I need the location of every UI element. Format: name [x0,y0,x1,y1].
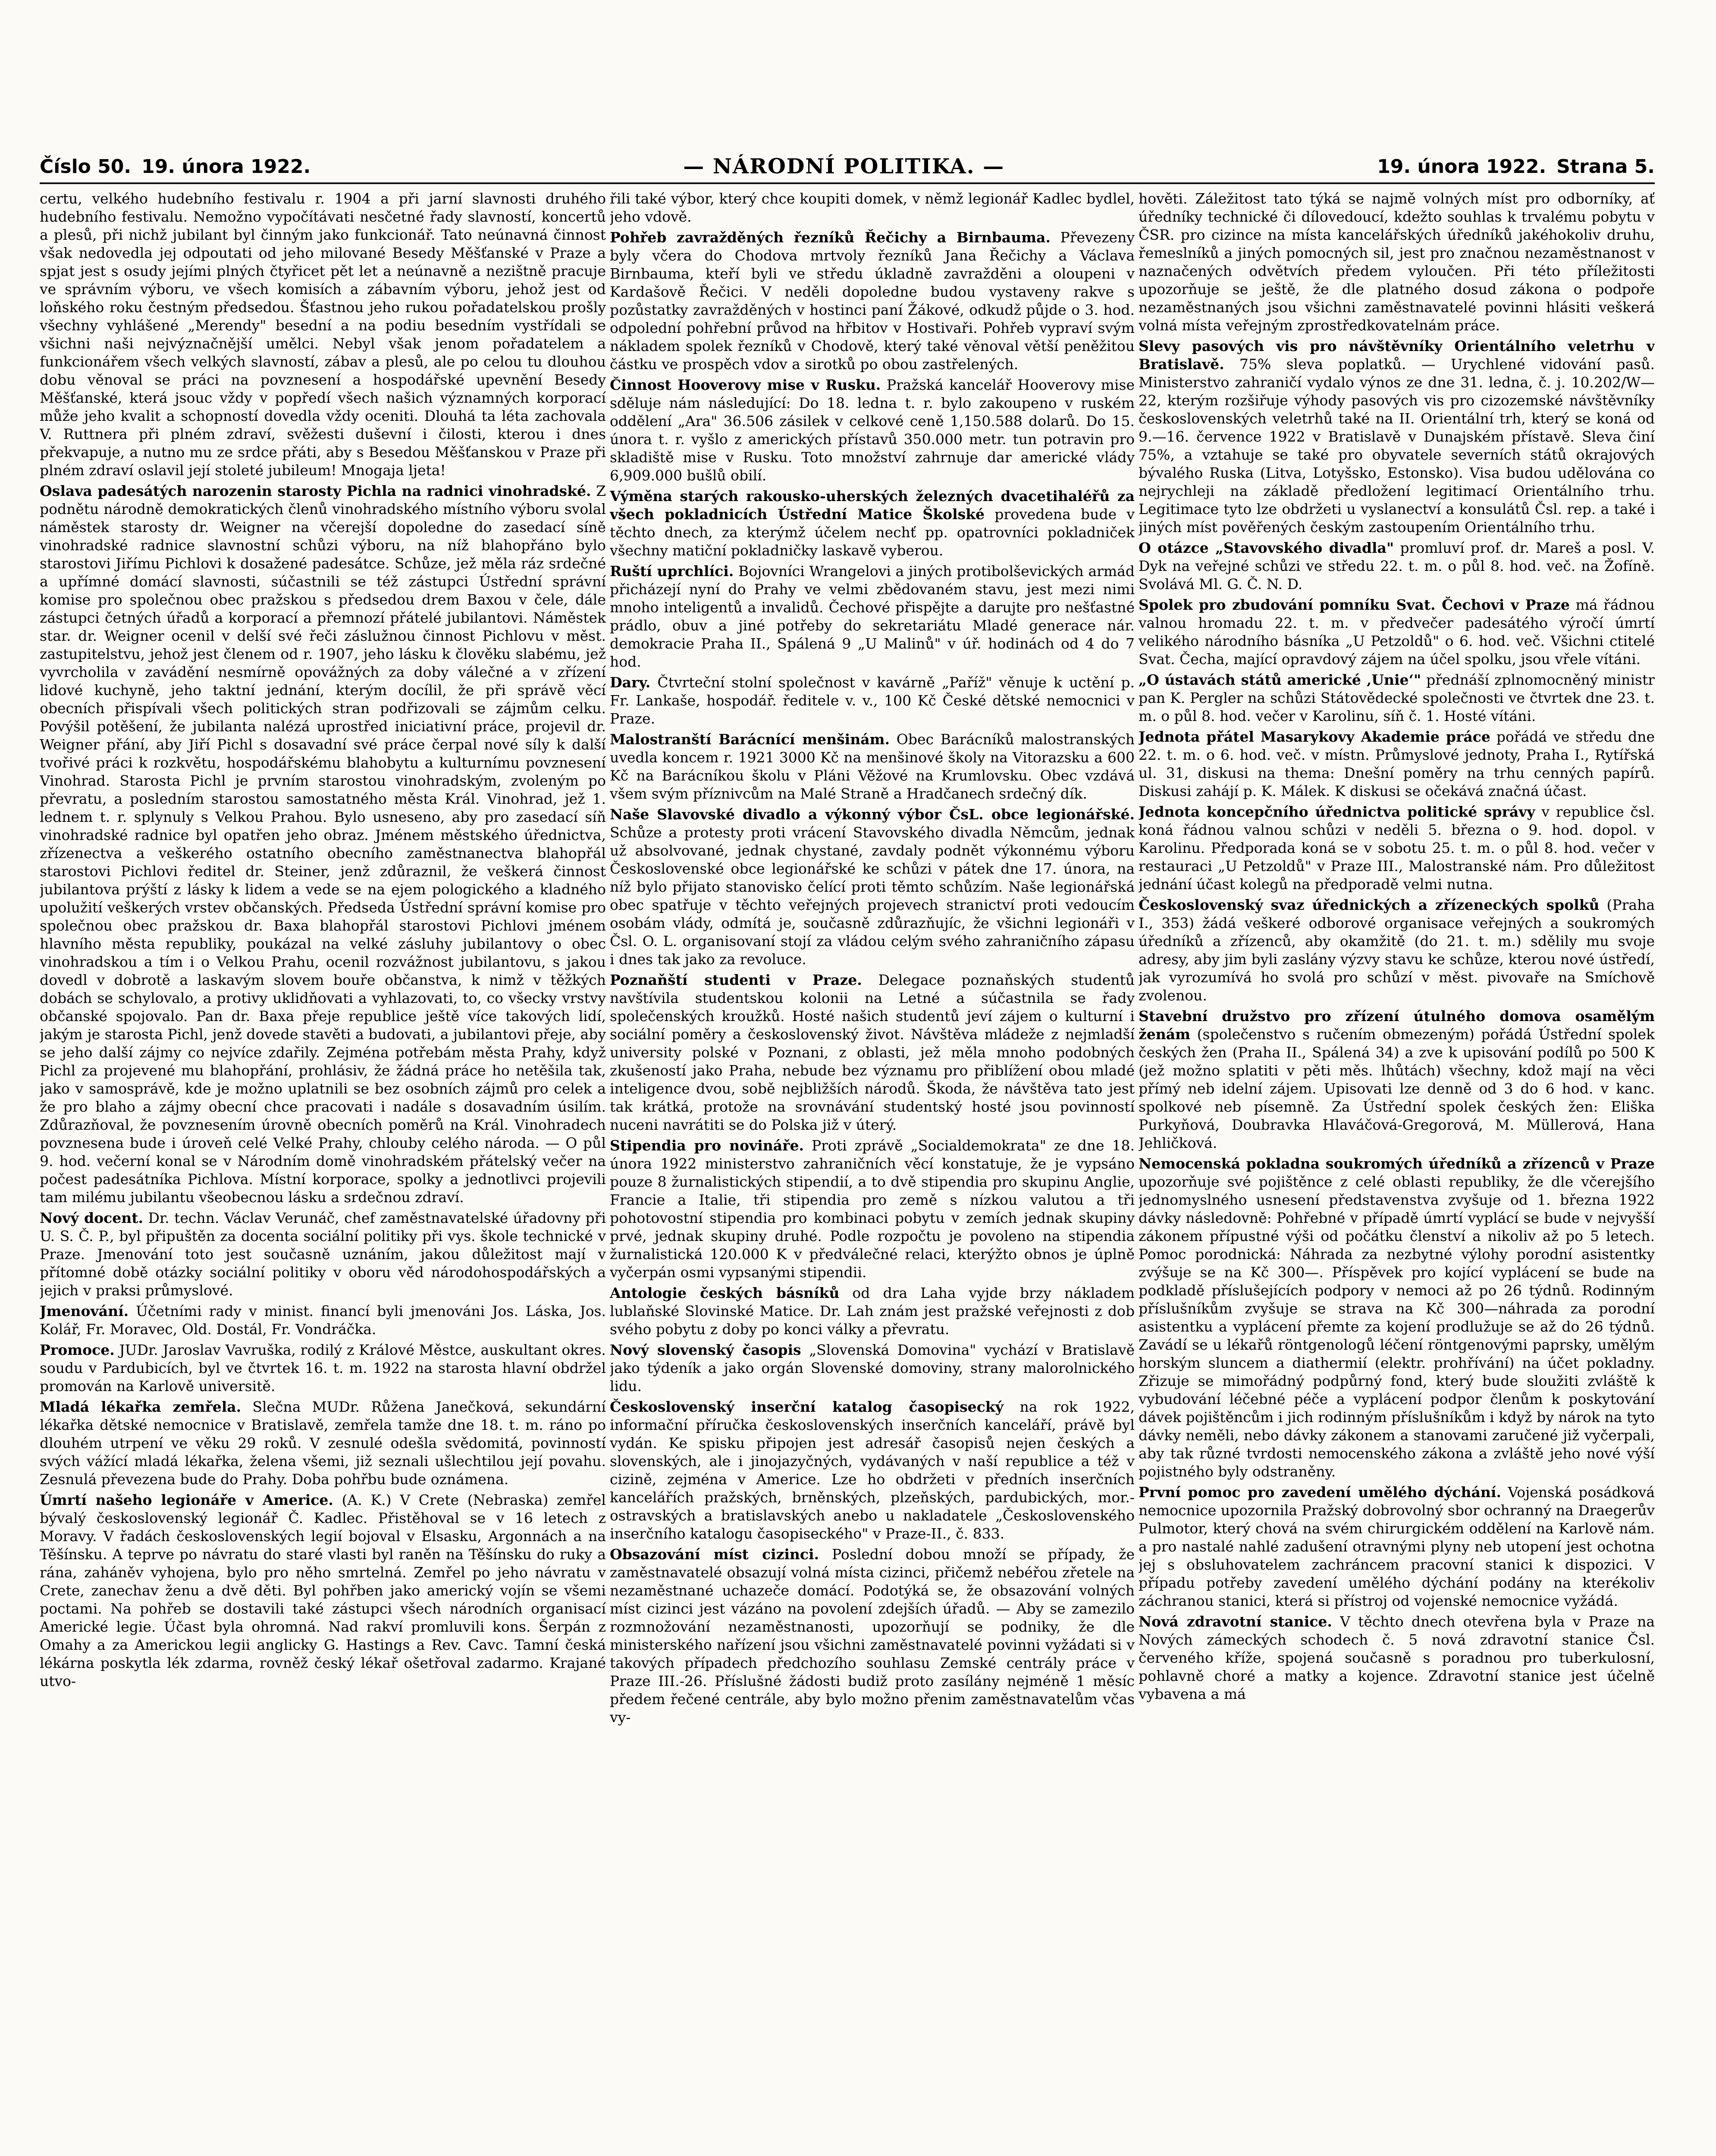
article [610,229,1135,373]
article-text: Účetními rady v minist. financí byli jmenováni Jos. Láska, Jos. Kolář, Fr. Moravec, Old. Dostál, Fr. Vondráčka. [40,1303,606,1338]
article-text: Obec Barácníků malostranských uvedla koncem r. 1921 3000 Kč na menšinové školy na Vitorazsku a 600 Kč na Barácníkou školu v Pláni Věžové na Krumlovsku. Obec vzdává všem svým příznivcům na Malé Straně a Hradčanech srdečný dík. [610,731,1135,802]
article-text: upozorňuje své pojištěnce z celé oblasti republiky, že dle včerejšího jednomyslného usnesení představenstva zvyšuje od 1. března 1922 dávky následovně: Pohřebné v případě úmrtí vyplácí se bude v nejvyšší zákonem přípustné výši od počátku členství a nikoliv až po 5 letech. Pomoc porodnická: Náhrada za nezbytné výlohy porodní asistentky zvýšuje se na Kč 300—. Příspěvek pro kojící vyplácení se bude na podkladě příslušejících podpory v nemoci až po 26 týdnů. Rodinným příslušníkům zvyšuje se strava na Kč 300—náhrada za porodní asistentku a vyplácení přemte za kojení prodlužuje se až do 26 týdnů. Zavádí se u lékařů röntgenologů léčení röntgenovými paprsky, umělým horským sluncem a diathermií (elektr. prohřívání) na účet pokladny. Zřizuje se mimořádný podpůrný fond, který bude sloužiti zvláště k vybudování léčebné péče a vyplácení podpor členům k poskytování dávek pojištěncům i jich rodinným příslušníkům i když by nárok na tyto dávky neměli, nebo dávky zákonem a stanovami zaručené již vyčerpali, aby tak různé tvrdosti nemocenského zákona a zvláště jeho nové výší pojistného byly odstraněny. [1139,1173,1655,1480]
article [1139,1613,1655,1703]
article-headline: Jednota koncepčního úřednictva politické správy [1139,803,1535,820]
article-text: přednáší zplnomocněný ministr pan K. Pergler na schůzi Státovědecké společnosti ve čtvrtek dne 23. t. m. o půl 8. hod. večer v Karolinu, síň č. 1. Hosté vítáni. [1139,671,1655,724]
article-text: v republice čsl. koná řádnou valnou schůzi v neděli 5. března o 9. hod. dopol. v Karolinu. Předporada koná se v sobotu 25. t. m. o půl 8. hod. večer v restauraci „U Petzoldů" v Praze III., Malostranské nám. Pro důležitost jednání účast kolegů na předporadě velmi nutna. [1139,803,1655,893]
article-text: Delegace poznaňských studentů navštívila studentskou kolonii na Letné a súčastnila se řady společenských kroužků. Hosté našich studentů jeví zájem o kulturní i sociální poměry a československý život. Návštěva mládeže z nejmladší university polské v Poznani, z oblasti, jež měla mnoho podobných zkušeností jako Praha, nebude bez významu pro přiblížení obou mladé inteligence dvou, sobě nejbližších národů. Škoda, že návštěva tato jest tak krátká, protože na srovnávání studentský hosté jsou povinností nuceni navrátiti se do Polska již v úterý. [610,971,1135,1133]
article-headline: Oslava padesátých narozenin starosty Pichla na radnici vinohradské. [40,483,591,499]
article-text: certu, velkého hudebního festivalu r. 1904 a při jarní slavnosti druhého hudebního festivalu. Nemožno vypočítávati nesčetné řady slavností, koncertů a plesů, při nichž jubilant byl činným jako funkcionář. Tato neúnavná činnost však nedovedla jej odpoutati od jeho milované Besedy Měšťanské v Praze a spjat jest s osudy jejími plných čtyřicet pět let a neúnavně a nezištně pracuje ve správním výboru, ve všech komisích a zábavním výboru, jehož jest od loňského roku čestným předsedou. Šťastnou jeho rukou pořadatelskou prošly všechny vyhlášené „Merendy" besední a na podiu besedním vystřídali se všichni naši nejvýznačnější umělci. Nebyl však jenom pořadatelem a funkcionářem všech velkých slavností, zábav a plesů, ale po celou tu dlouhou dobu věnoval se práci na povznesení a hospodářské upevnění Besedy Měšťanské, která jsouc vždy v popředí všech našich významných korporací může jeho kvalit a schopností dovedla vždy oceniti. Dlouhá ta léta zachovala V. Ruttnera při plném zdraví, svěžesti duševní i čilosti, kterou i dnes překvapuje, a nutno mu ze srdce přáti, aby s Besedou Měšťanskou v Praze při plném zdraví oslavil její stoleté jubileum! Mnogaja ljeta! [40,190,606,479]
article [1139,728,1655,800]
article-headline: Československý svaz úřednických a zřízeneckých spolků [1139,896,1600,913]
article [610,730,1135,803]
article-text: Pražská kancelář Hooverovy mise sděluje nám následující: Do 18. ledna t. r. bylo zakoupeno v ruském oddělení „Ara" 36.506 zásilek v celkové ceně 1,150.588 dolarů. Do 15. února t. r. vyšlo z amerických přístavů 350.000 metr. tun potravin pro skladiště mise v Rusku. Toto množství zahrnuje dar americké vlády 6,909.000 bušlů obilí. [610,376,1135,484]
article-headline: Promoce. [40,1341,115,1358]
article [610,1545,1135,1727]
article [610,190,1135,226]
issue-date: 19. února 1922. [141,155,311,178]
article [40,1398,606,1489]
article-text: pořádá ve středu dne 22. t. m. o 6. hod. več. v místn. Průmyslové jednoty, Praha I., Rytířská ul. 31, diskusi na thema: Dnešní poměry na trhu cenných papírů. Diskusi zahájí p. K. Málek. K diskusi se očekává značná účast. [1139,728,1655,799]
article [1139,671,1655,725]
article-headline: Malostranští Barácnící menšinám. [610,731,890,748]
article-headline: Dary. [610,674,651,691]
article-headline: Činnost Hooverovy mise v Rusku. [610,376,881,393]
article-text: (společenstvo s ručením obmezeným) pořádá Ústřední spolek českých žen (Praha II., Spálená 34) a zve k upisování podílů po 500 K (jež možno splatiti v pěti měs. lhůtách) všechny, kdož mají na věci přímý neb idelní zájem. Upisovati lze denně od 3 do 6 hod. v kanc. spolkové neb písemně. Za Ústřední spolek českých žen: Eliška Purkyňová, Doubravka Hlaváčová-Gregorová, M. Müllerová, Hana Jehličková. [1139,1026,1655,1151]
newspaper-title: — NÁRODNÍ POLITIKA. — [683,154,1005,179]
masthead [40,152,1655,181]
article-headline: Úmrtí našeho legionáře v Americe. [40,1492,333,1508]
article-text: Vojenská posádková nemocnice upozornila Pražský dobrovolný sbor ochranný na Draegerův Pulmotor, který chová na svém chirurgickém oddělení na Karlově nám. a pro nastalé nahlé zadušení otravnými plyny neb utopení jest ochotna jej s obsluhovatelem zachráncem pracovní stanici k dispozici. V případu potřeby zavedení umělého dýchání podány na kterékoliv záchranou stanici, která si přístroj od vojenské nemocnice vyžádá. [1139,1484,1655,1609]
article [610,376,1135,485]
article-headline: Slevy pasových vis pro návštěvníky Orientálního veletrhu v Bratislavě. [1139,338,1655,373]
column-3 [1139,190,1655,2156]
article-headline: Nový slovenský časopis [610,1341,801,1358]
column-2 [610,190,1135,2156]
article-headline: Nová zdravotní stanice. [1139,1613,1332,1630]
header-rule [40,182,1655,184]
article [610,674,1135,728]
article-headline: Nový docent. [40,1210,143,1226]
article-headline: Naše Slavovské divadlo a výkonný výbor ČsL. obce legionářské. [610,806,1135,823]
article-headline: Výměna starých rakousko-uherských železných dvacetihaléřů za všech pokladnicích Ústřední Matice Školské [610,488,1135,523]
article [40,1209,606,1300]
article [40,1341,606,1395]
article-headline: Ruští uprchlíci. [610,563,734,580]
article [1139,337,1655,536]
article [610,971,1135,1134]
article-headline: První pomoc pro zavedení umělého dýchání. [1139,1484,1501,1501]
article-text: (A. K.) V Crete (Nebraska) zemřel bývalý československý legionář Č. Kadlec. Přistěhoval se v 16 letech z Moravy. V řadách československých legií bojoval v Elsasku, Argonnách a na Těšínsku. A teprve po návratu do staré vlasti byl raněn na Těšínsku do ruky a rána, zaháněv vyhojena, bylo pro něho smrtelná. Zemřel po jeho návratu v Crete, zanechav ženu a dvě děti. Byl pohřben jako americký vojín se všemi poctami. Na pohřeb se dostavili také zástupci všech národních organisací Americké legie. Účast byla ohromná. Nad rakví promluvili kons. Šerpán z Omahy a za Americkou legii anglicky G. Hastings a Rev. Cavc. Tamní česká lékárna poskytla lék zdarma, rovněž český lékař ošetřoval zadarmo. Krajané utvo- [40,1492,606,1689]
article [40,482,606,1206]
page-number: Strana 5. [1556,155,1655,178]
article-text: (Praha I., 353) žádá veškeré odborové organisace veřejných a soukromých úředníků a zřízenců, aby okamžitě (do 21. t. m.) sdělily mu svoje adresy, aby jim byli zaslány výzvy stavu ke schůze, kterou nové ústředí, jak vyrozumívá ho svolá pro schůzí v měst. pivovaře na Smíchově zvolenou. [1139,896,1655,1004]
article-headline: Poznaňští studenti v Praze. [610,971,862,988]
column-1 [40,190,606,2156]
article-text: „Slovenská Domovina" vychází v Bratislavě jako týdeník a jako orgán Slovenské domoviny, strany malorolnického lidu. [610,1341,1135,1395]
article-text: 75% sleva poplatků. — Urychlené vidování pasů. Ministerstvo zahraničí vydalo výnos ze dne 31. ledna, č. j. 10.202/W—22, kterým rozšiřuje výhody pasových vis pro cizozemské návštěvníky československých veletrhů také na II. Orientální trh, který se koná od 9.—16. července 1922 v Bratislavě v Dunajském přístavě. Sleva činí 75%, a vztahuje se také pro obyvatele severních států okrajových bývalého Ruska (Litva, Lotyšsko, Estonsko). Visa budou udělována co nejrychleji na základě předložení legitimací Orientálního trhu. Legitimace tyto lze obdržeti u vyslanectví a konsulátů Čsl. rep. a také i jiných míst pověřených českým zastoupením Orientálního trhu. [1139,356,1655,536]
article [1139,896,1655,1005]
article [1139,539,1655,593]
article-headline: Nemocenská pokladna soukromých úředníků a zřízenců v Praze [1139,1155,1655,1172]
article-text: Schůze a protesty proti vrácení Stavovského divadla Němcům, jednak už absolvované, jednak chystané, zavdaly podnět výkonnému výboru Československé obce legionářské ke schůzi v pátek dne 17. února, na níž bylo přijato stanovisko čelící proti těmto schůzím. Naše legionářská obec spatřuje v těchto veřejných projevech stranictví proti vedoucím osobám vlády, odmítá je, současně zdůrazňujíc, že všichni legionáři v Čsl. O. L. organisovaní stojí za vládou celým svého zahraničního zápasu i dnes tak jako za revoluce. [610,824,1135,968]
article [610,487,1135,560]
article-headline: Antologie českých básníků [610,1285,840,1301]
article-text: Slečna MUDr. Růžena Janečková, sekundární lékařka dětské nemocnice v Bratislavě, zemřela tamže dne 18. t. m. ráno po dlouhém utrpení ve věku 29 roků. V zesnulé odešla svědomitá, povinností svých vážící mladá lékařka, želena všemi, již seznali ušlechtilou její povahu. Zesnulá převezena bude do Prahy. Doba pohřbu bude oznámena. [40,1398,606,1488]
article-text: Dr. techn. Václav Verunáč, chef zaměstnavatelské úřadovny při U. S. Č. P., byl připuštěn za docenta sociální politiky při vys. škole technické v Praze. Jmenování toto jest současně uznáním, jakou důležitost mají v přítomné době otázky sociální politiky v oboru věd národohospodářských a jejich v praksi průmyslové. [40,1210,606,1299]
article [40,1302,606,1338]
article-text: V těchto dnech otevřena byla v Praze na Nových zámeckých schodech č. 5 nová zdravotní stanice Čsl. červeného kříže, spojená současně s poradnou pro tuberkulosní, pohlavně choré a matky a kojence. Zdravotní stanice jest účelně vybavena a má [1139,1613,1655,1702]
article [1139,190,1655,335]
article [610,1284,1135,1338]
article-headline: Československý inserční katalog časopisecký [610,1398,1004,1415]
article-headline: Spolek pro zbudování pomníku Svat. Čechovi v Praze [1139,596,1570,613]
article-text: Proti zprávě „Socialdemokrata" ze dne 18. února 1922 ministerstvo zahraničních věcí konstatuje, že je vypsáno pouze 8 žurnalistických stipendií, a to dvě stipendia pro skupinu Anglie, Francie a Italie, tři stipendia pro země s nízkou valutou a tři pohotovostní stipendia pro kombinaci pobytu v zemích jednak skupiny prvé, jednak skupiny druhé. Podle rozpočtu je povoleno na stipendia žurnalistická 120.000 K v předválečné relaci, kterýžto obnos je úplně vyčerpán osmi vypsanými stipendii. [610,1137,1135,1281]
article-text: JUDr. Jaroslav Vavruška, rodilý z Králové Městce, auskultant okres. soudu v Pardubicích, byl ve čtvrtek 16. t. m. 1922 na starosta hlavní obdržel promován na Karlově universitě. [40,1341,606,1395]
article-text: má řádnou valnou hromadu 22. t. m. v předvečer padesátého výročí úmrtí velikého národního básníka „U Petzoldů" o 6. hod. več. Všichni ctitelé Svat. Čecha, mající opravdový zájem na účel spolku, jsou vřele vítáni. [1139,596,1655,667]
article [610,562,1135,671]
article [610,1398,1135,1543]
article-headline: Jednota přátel Masarykovy Akademie práce [1139,728,1490,745]
article-text: na rok 1922, informační příručka československých inserčních kanceláří, právě byl vydán. Ke spisku připojen jest adresář časopisů nejen českých a slovenských, ale i jinojazyčných, vydávaných v naší republice a též v cizině, zejména v Americe. Lze ho obdržeti v předních inserčních kancelářích pražských, brněnských, plzeňských, pardubických, mor.-ostravských a bratislavských anebo u nakladatele „Československého inserčního katalogu časopiseckého" v Praze-II., č. 833. [610,1398,1135,1542]
article-headline: Pohřeb zavražděných řezníků Řečichy a Birnbauma. [610,229,1051,246]
article [1139,803,1655,893]
article-headline: Stavební družstvo pro zřízení útulného domova osamělým ženám [1139,1008,1655,1043]
article [610,1341,1135,1395]
article-text: od dra Laha vyjde brzy nákladem lublaňské Slovinské Matice. Dr. Lah znám jest pražské veřejnosti z dob svého pobytu z doby po konci války a převratu. [610,1285,1135,1338]
article-text: Čtvrteční stolní společnost v kavárně „Paříž" věnuje k uctění p. Fr. Lankaše, hospodář. ředitele v. v., 100 Kč České dětské nemocnici v Praze. [610,674,1135,727]
article-headline: O otázce „Stavovského divadla" [1139,539,1394,556]
article-text: hověti. Záležitost tato týká se najmě volných míst pro odborníky, ať úředníky technické či dílovedoucí, kdežto souhlas k trvalému pobytu v ČSR. pro cizince na místa kancelářských úředníků jakéhokoliv druhu, řemeslníků a jiných pomocných sil, jest pro značnou nezaměstnanost v naznačených odvětvích předem vyloučen. Při této příležitosti upozorňuje se ještě, že dle platného dosud zákona o podpoře nezaměstnaných jsou všichni zaměstnavatelé povinni hlásiti veškerá volná místa veřejným zprostředkovatelnám práce. [1139,190,1655,334]
article-text: provedena bude v těchto dnech, za kterýmž účelem nechť pp. opatrovníci pokladniček všechny matiční pokladničky laskavě vyberou. [610,506,1135,559]
article-text: Z podnětu národně demokratických členů vinohradského místního výboru svolal náměstek starosty dr. Weigner na včerejší dopoledne do zasedací síně vinohradské radnice slavnostní schůzi výboru, na níž blahopřáno bylo starostovi Jiřímu Pichlovi k dosažené padesátce. Schůze, jež měla ráz srdečné a upřímné domácí slavnosti, súčastnili se též zástupci Ústřední správní komise pro společnou obec pražskou s předsedou drem Baxou v čele, dále zástupci četných úřadů a korporací a přemnozí přátelé jubilantovi. Náměstek star. dr. Weigner ocenil v delší své řeči záslužnou činnost Pichlovu v měst. zastupitelstvu, jehož jest členem od r. 1907, jeho lásku k člověku slabému, jež vyvrcholila v zavádění nesmírně opovážných za doby válečné a v zřízení lidové kuchyně, jeho taktní jednání, kterým docílil, že při správě věcí obecních přispívali všech politických stran podřizovali se zájmům celku. Povýšil potěšení, že jubilanta nalézá uprostřed iniciativní práce, projevil dr. Weigner přání, aby Jiří Pichl s dosavadní své práce čerpal nové síly k další tvořivé práci k rozkvětu, hospodářskému blahobytu a kulturnímu povznesení Vinohrad. Starosta Pichl je prvním starostou vinohradským, zvoleným po převratu, a posledním starostou samostatného města Král. Vinohrad, jež 1. lednem t. r. splynuly s Velkou Prahou. Bylo usneseno, aby pro zasedací síň vinohradské radnice byl opatřen jeho obraz. Jménem městského úřednictva, zřízenectva a veškerého ostatního obecního zaměstnanectva blahopřál starostovi Pichlovi ředitel dr. Steiner, jenž zdůraznil, že veškerá činnost jubilantova prýští z lásky k lidem a vede se na ejem pologického a kladného upolužití veškerých vrstev občanských. Předseda Ústřední správní komise pro společnou obec pražskou dr. Baxa blahopřál starostovi Pichlovi jménem hlavního města republiky, poukázal na velké zásluhy jubilantovy o obec vinohradskou a tím i o Velkou Prahu, ocenil rozvážnost jubilantovu, s jakou dovedl v dobrotě a laskavým slovem bouře občanstva, k nimž v těžkých dobách se schylovalo, a protivy uklidňovati a vyhlazovati, to, co všecky vrstvy občanské spojovalo. Pan dr. Baxa přeje republice ještě více takových lidí, jakým je starosta Pichl, jenž dovede stavěti a budovati, a jubilantovi přeje, aby se jeho další zájmy co nejvíce zdařily. Zejména potřebám města Prahy, když Pichl za projevené mu blahopřání, prohlásiv, že žádná práce ho netěšila tak, jako v samosprávě, kde je možno uplatnili se bez osobních zájmů pro celek a že pro blaho a zájmy obecní chce pracovati i nadále s dosavadním úsilím. Zdůrazňoval, že povznesením úrovně obecních poměrů na Král. Vinohradech povznesena bude i úroveň celé Velké Prahy, chlouby celého národa. — O půl 9. hod. večerní konal se v Národním domě vinohradském přátelský večer na počest padesátníka Pichlova. Místní korporace, spolky a jednotlivci projevili tam milému jubilantu všeobecnou lásku a srdečnou zdraví. [40,483,606,1206]
article [1139,1007,1655,1152]
article [610,1137,1135,1282]
article-headline: Obsazování míst cizinci. [610,1546,819,1563]
article-headline: Stipendia pro novináře. [610,1137,804,1154]
article [1139,1483,1655,1610]
article-headline: Jmenování. [40,1303,129,1319]
article-text: Poslední dobou množí se případy, že zaměstnavatelé obsazují volná místa cizinci, přičemž nebéřou zřetele na nezaměstnané uchazeče domácí. Podotýká se, že obsazování volných míst cizinci jest vázáno na povolení zdejších úřadů. — Aby se zamezilo rozmnožování nezaměstnanosti, upozorňují se podniky, že dle ministerského nařízení jsou všichni zaměstnavatelé povinni vyžádati si v takových případech předchozího souhlasu Zemské centrály práce v Praze III.-26. Příslušné žádosti budiž proto zasílány nejméně 1 měsíc předem řečené centrále, aby bylo možno přenim zaměstnavatelům včas vy- [610,1546,1135,1726]
article-text: promluví prof. dr. Mareš a posl. V. Dyk na veřejné schůzi ve středu 22. t. m. o půl 8. hod. več. na Žofíně. Svolává Ml. G. Č. N. D. [1139,539,1655,592]
article-text: řili také výbor, který chce koupiti domek, v němž legionář Kadlec bydlel, jeho vdově. [610,190,1135,225]
article-text: Převezeny byly včera do Chodova mrtvoly řezníků Jana Řečichy a Václava Birnbauma, kteří byli ve středu úkladně zavražděni a oloupeni v Kardašově Řečici. V neděli dopoledne budou vystaveny rakve s pozůstatky zavražděných v hostinci paní Žákové, odkudž půjde o 3. hod. odpolední pohřební průvod na hřbitov v Hostivaři. Pohřeb vypraví svým nákladem spolek řezníků v Chodově, který také věnoval větší peněžitou částku ve prospěch vdov a sirotků po obou zastřelených. [610,229,1135,373]
article-headline: Mladá lékařka zemřela. [40,1398,242,1415]
article [1139,596,1655,668]
article [40,190,606,479]
header-date: 19. února 1922. [1377,155,1547,178]
article-columns [40,190,1655,2156]
article [610,805,1135,968]
issue-number: Číslo 50. [40,155,132,178]
article-headline: „O ústavách států americké ‚Unie‘" [1139,671,1421,688]
article [1139,1155,1655,1481]
article-text: Bojovníci Wrangelovi a jiných protibolševických armád přicházejí nyní do Prahy ve velmi zbědovaném stavu, jest mezi nimi mnoho inteligentů a invalidů. Čechové přispějte a darujte pro nešťastné prádlo, obuv a jiné potřeby do sekretariátu Mladé generace nár. demokracie Praha II., Spálená 9 „U Malinů" v úř. hodinách od 4 do 7 hod. [610,563,1135,670]
article [40,1491,606,1690]
